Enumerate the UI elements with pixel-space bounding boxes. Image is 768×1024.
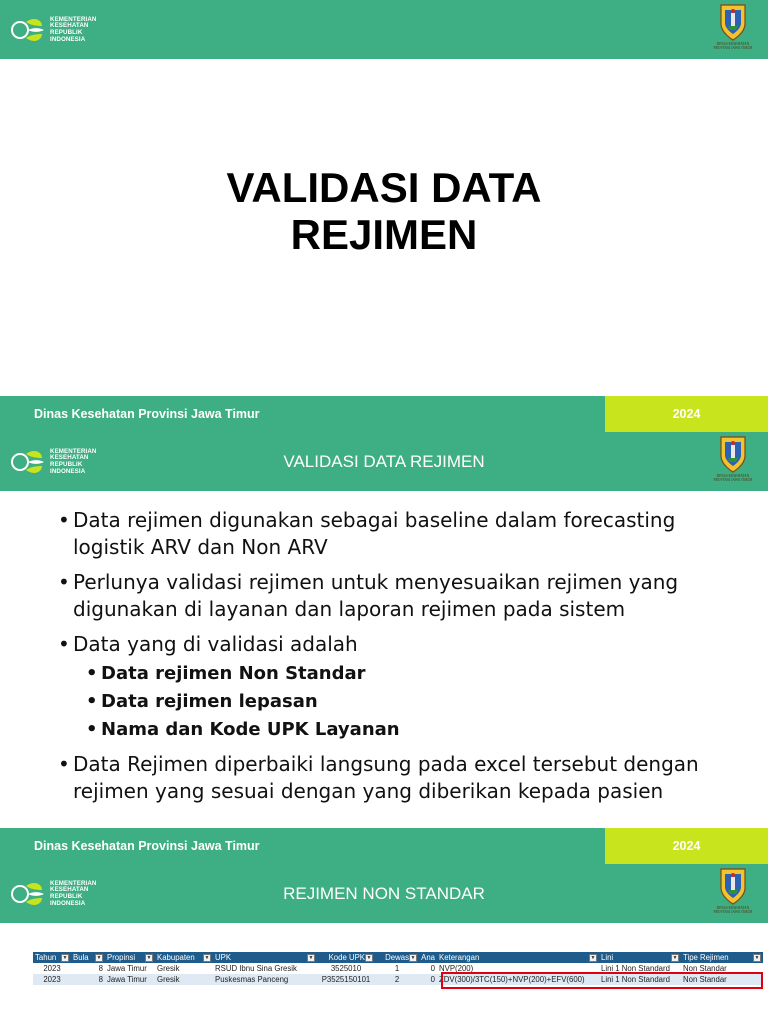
filter-dropdown-icon[interactable]: ▼ bbox=[62, 955, 68, 961]
org-line-4: INDONESIA bbox=[50, 899, 86, 907]
title-line-2: REJIMEN bbox=[290, 211, 478, 258]
table-cell[interactable]: P3525150101 bbox=[317, 974, 375, 985]
footer-org: Dinas Kesehatan Provinsi Jawa Timur bbox=[34, 407, 260, 421]
table-cell[interactable]: Gresik bbox=[157, 964, 180, 973]
org-line-2: KESEHATAN bbox=[50, 886, 89, 894]
table-cell[interactable]: ZDV(300)/3TC(150)+NVP(200)+EFV(600) bbox=[437, 974, 599, 985]
org-line-4: INDONESIA bbox=[50, 35, 86, 43]
jatim-logo bbox=[708, 2, 758, 58]
kemenkes-logo bbox=[8, 444, 96, 480]
jatim-caption: DINAS KESEHATAN PROVINSI JAWA TIMUR bbox=[713, 906, 753, 914]
sub-bullet-item: • Data rejimen Non Standar bbox=[86, 661, 738, 687]
org-line-1: KEMENTERIAN bbox=[50, 879, 97, 887]
bullet-item: • Data yang di validasi adalah bbox=[58, 631, 738, 658]
kemenkes-emblem-icon bbox=[8, 12, 46, 48]
table-cell[interactable]: 8 bbox=[71, 974, 105, 985]
table-cell[interactable]: NVP(200) bbox=[439, 964, 474, 973]
table-cell[interactable]: 0 bbox=[430, 964, 435, 973]
table-cell[interactable]: Gresik bbox=[155, 974, 213, 985]
jatim-logo bbox=[708, 866, 758, 922]
header-bar bbox=[0, 0, 768, 59]
table-header-row bbox=[33, 952, 763, 963]
column-header[interactable]: Ana bbox=[419, 952, 437, 963]
column-header[interactable]: Keterangan ▼ bbox=[437, 952, 599, 963]
column-header[interactable]: Propinsi ▼ bbox=[105, 952, 155, 963]
table-cell[interactable]: Lini 1 Non Standard bbox=[599, 974, 681, 985]
kemenkes-emblem-icon bbox=[8, 444, 46, 480]
org-line-3: REPUBLIK bbox=[50, 461, 83, 468]
table-cell[interactable]: 2 bbox=[375, 974, 419, 985]
table-cell[interactable]: 8 bbox=[98, 964, 103, 973]
footer-org: Dinas Kesehatan Provinsi Jawa Timur bbox=[34, 839, 260, 853]
org-line-1: KEMENTERIAN bbox=[50, 447, 97, 455]
filter-dropdown-icon[interactable]: ▼ bbox=[672, 955, 678, 961]
org-line-3: REPUBLIK bbox=[50, 893, 83, 900]
jatim-logo bbox=[708, 434, 758, 490]
filter-active-icon[interactable]: ▼ bbox=[754, 955, 760, 961]
table-cell[interactable]: Puskesmas Panceng bbox=[213, 974, 317, 985]
table-cell[interactable]: Jawa Timur bbox=[107, 964, 147, 973]
filter-dropdown-icon[interactable]: ▼ bbox=[96, 955, 102, 961]
column-header[interactable]: UPK ▼ bbox=[213, 952, 317, 963]
footer-year: 2024 bbox=[605, 828, 768, 864]
table-cell[interactable]: Non Standar bbox=[681, 974, 763, 985]
column-header[interactable]: Tahun ▼ bbox=[33, 952, 71, 963]
bullet-item: • Data Rejimen diperbaiki langsung pada excel tersebut dengan rejimen yang sesuai dengan yang diberikan kepada pasien bbox=[58, 751, 738, 805]
column-header[interactable]: Lini ▼ bbox=[599, 952, 681, 963]
footer-bar bbox=[0, 828, 768, 864]
bullet-item: • Perlunya validasi rejimen untuk menyesuaikan rejimen yang digunakan di layanan dan laporan rejimen pada sistem bbox=[58, 569, 738, 623]
footer-bar bbox=[0, 396, 768, 432]
table-cell[interactable]: 1 bbox=[394, 964, 400, 973]
jatim-shield-icon bbox=[718, 866, 748, 906]
org-line-1: KEMENTERIAN bbox=[50, 15, 97, 23]
column-header[interactable]: Bula ▼ bbox=[71, 952, 105, 963]
column-header[interactable]: Kabupaten ▼ bbox=[155, 952, 213, 963]
filter-dropdown-icon[interactable]: ▼ bbox=[590, 955, 596, 961]
filter-dropdown-icon[interactable]: ▼ bbox=[308, 955, 314, 961]
slide-title bbox=[0, 0, 768, 432]
slide-heading: VALIDASI DATA REJIMEN bbox=[283, 451, 485, 471]
table-cell[interactable]: Lini 1 Non Standard bbox=[601, 964, 670, 973]
org-line-2: KESEHATAN bbox=[50, 22, 89, 30]
footer-year: 2024 bbox=[605, 396, 768, 432]
jatim-caption: DINAS KESEHATAN PROVINSI JAWA TIMUR bbox=[713, 42, 753, 50]
bullet-list bbox=[58, 507, 738, 813]
filter-dropdown-icon[interactable]: ▼ bbox=[366, 955, 372, 961]
jatim-shield-icon bbox=[718, 2, 748, 42]
bullet-item: • Data rejimen digunakan sebagai baseline dalam forecasting logistik ARV dan Non ARV bbox=[58, 507, 738, 561]
slide-heading: REJIMEN NON STANDAR bbox=[283, 883, 485, 903]
org-line-3: REPUBLIK bbox=[50, 29, 83, 36]
table-cell[interactable]: RSUD Ibnu Sina Gresik bbox=[215, 964, 297, 973]
column-header[interactable]: Kode UPK ▼ bbox=[317, 952, 375, 963]
kemenkes-logo bbox=[8, 12, 96, 48]
header-bar bbox=[0, 864, 768, 923]
table-cell[interactable]: Jawa Timur bbox=[105, 974, 155, 985]
filter-dropdown-icon[interactable]: ▼ bbox=[410, 955, 416, 961]
sub-bullet-item: • Nama dan Kode UPK Layanan bbox=[86, 717, 738, 743]
filter-dropdown-icon[interactable]: ▼ bbox=[146, 955, 152, 961]
kemenkes-logo bbox=[8, 876, 96, 912]
header-bar bbox=[0, 432, 768, 491]
org-line-2: KESEHATAN bbox=[50, 454, 89, 462]
jatim-caption: DINAS KESEHATAN PROVINSI JAWA TIMUR bbox=[713, 474, 753, 482]
table-cell[interactable]: 3525010 bbox=[330, 964, 362, 973]
table-cell[interactable]: Non Standar bbox=[683, 964, 727, 973]
slide-validasi bbox=[0, 432, 768, 864]
slide-non-standar bbox=[0, 864, 768, 1024]
table-cell[interactable]: 2023 bbox=[33, 974, 71, 985]
kemenkes-emblem-icon bbox=[8, 876, 46, 912]
highlight-box bbox=[441, 972, 763, 989]
org-line-4: INDONESIA bbox=[50, 467, 86, 475]
column-header[interactable]: Dewas ▼ bbox=[375, 952, 419, 963]
slide-main-title bbox=[0, 164, 768, 258]
filter-active-icon[interactable]: ▼ bbox=[204, 955, 210, 961]
title-line-1: VALIDASI DATA bbox=[226, 164, 542, 211]
table-cell[interactable]: 2023 bbox=[43, 964, 61, 973]
column-header[interactable]: Tipe Rejimen ▼ bbox=[681, 952, 763, 963]
sub-bullet-item: • Data rejimen lepasan bbox=[86, 689, 738, 715]
jatim-shield-icon bbox=[718, 434, 748, 474]
table-cell[interactable]: 0 bbox=[419, 974, 437, 985]
